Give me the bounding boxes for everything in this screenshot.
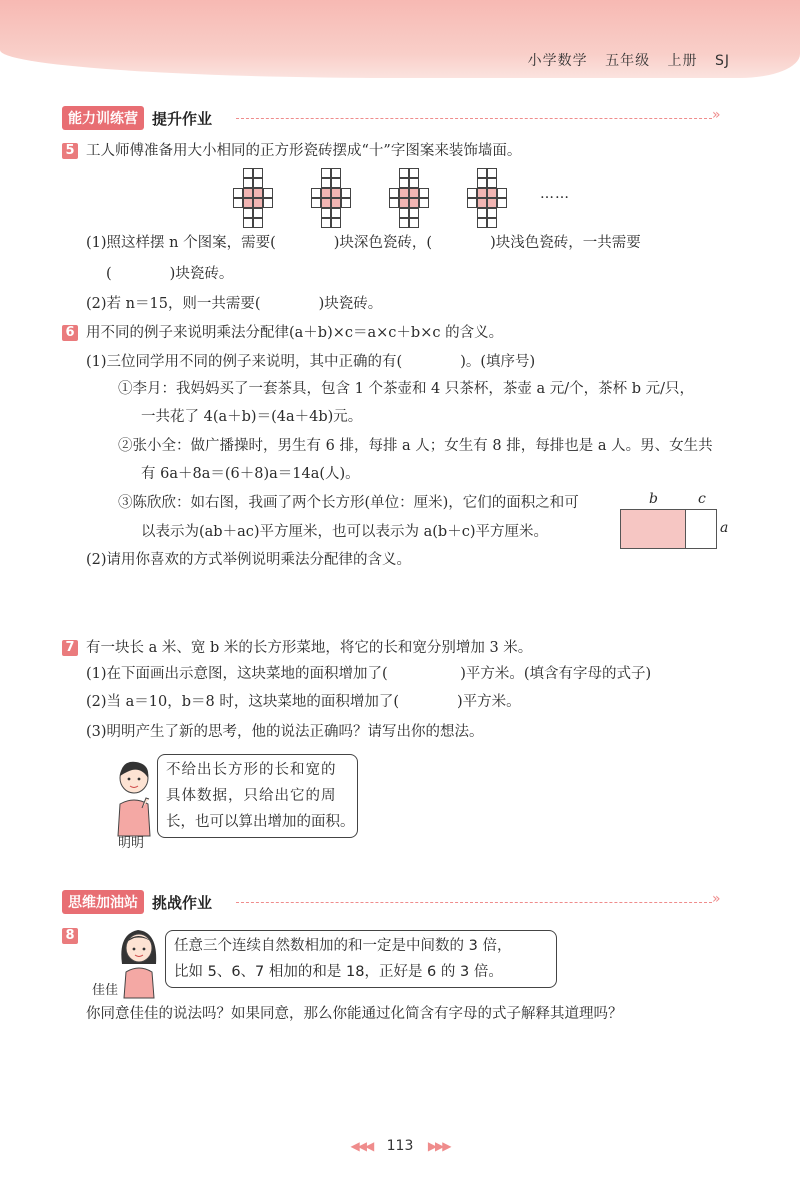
light-tile bbox=[253, 178, 263, 188]
dark-tile bbox=[477, 188, 487, 198]
q6-option2-line2: 有 6a＋8a＝(6＋8)a＝14a(人)。 bbox=[141, 466, 360, 482]
page-number: 113 bbox=[386, 1138, 414, 1154]
light-tile bbox=[409, 168, 419, 178]
q6-stem: 用不同的例子来说明乘法分配律(a＋b)×c＝a×c＋b×c 的含义。 bbox=[86, 325, 504, 341]
ellipsis: …… bbox=[540, 186, 570, 202]
light-tile bbox=[497, 198, 507, 208]
dark-tile bbox=[243, 198, 253, 208]
dark-tile bbox=[487, 188, 497, 198]
speech-bubble-jiajia bbox=[165, 930, 557, 988]
light-tile bbox=[399, 168, 409, 178]
light-tile bbox=[477, 168, 487, 178]
dark-tile bbox=[331, 188, 341, 198]
dark-tile bbox=[243, 188, 253, 198]
light-tile bbox=[399, 208, 409, 218]
light-tile bbox=[341, 188, 351, 198]
section-header-training bbox=[62, 107, 212, 129]
light-tile bbox=[477, 218, 487, 228]
section-header-challenge bbox=[62, 891, 212, 913]
q5-part2: (2)若 n＝15，则一共需要( )块瓷砖。 bbox=[86, 296, 383, 312]
label-c: c bbox=[698, 491, 706, 507]
subject-label: 小学数学 bbox=[527, 53, 588, 69]
light-tile bbox=[263, 188, 273, 198]
q5-part1-line1: (1)照这样摆 n 个图案，需要( )块深色瓷砖，( )块浅色瓷砖，一共需要 bbox=[86, 235, 641, 251]
light-tile bbox=[331, 168, 341, 178]
edition-label: SJ bbox=[714, 53, 730, 69]
chevron-right-icon: » bbox=[712, 891, 721, 907]
bubble-line: 比如 5、6、7 相加的和是 18，正好是 6 的 3 倍。 bbox=[174, 964, 503, 980]
label-a: a bbox=[720, 520, 729, 536]
section-divider bbox=[236, 902, 712, 903]
light-tile bbox=[321, 178, 331, 188]
light-tile bbox=[321, 168, 331, 178]
light-tile bbox=[233, 188, 243, 198]
light-tile bbox=[487, 218, 497, 228]
question-number: 6 bbox=[62, 325, 78, 341]
chevron-right-icon: » bbox=[712, 107, 721, 123]
grade-label: 五年级 bbox=[605, 53, 651, 69]
q7-stem: 有一块长 a 米、宽 b 米的长方形菜地，将它的长和宽分别增加 3 米。 bbox=[86, 640, 533, 656]
right-arrows-icon: ▶▶▶ bbox=[427, 1139, 450, 1153]
dark-tile bbox=[253, 198, 263, 208]
q6-option3-line1: ③陈欣欣：如右图，我画了两个长方形(单位：厘米)，它们的面积之和可 bbox=[118, 495, 579, 511]
dark-tile bbox=[409, 198, 419, 208]
light-tile bbox=[233, 198, 243, 208]
light-tile bbox=[311, 198, 321, 208]
rectangle-ab bbox=[620, 509, 686, 549]
light-tile bbox=[321, 218, 331, 228]
dark-tile bbox=[253, 188, 263, 198]
light-tile bbox=[331, 218, 341, 228]
question-number: 5 bbox=[62, 143, 78, 159]
q5-part1-line2: ( )块瓷砖。 bbox=[106, 266, 234, 282]
light-tile bbox=[243, 168, 253, 178]
speaker-jiajia: 佳佳 bbox=[92, 983, 119, 998]
q5-stem: 工人师傅准备用大小相同的正方形瓷砖摆成“十”字图案来装饰墙面。 bbox=[86, 143, 522, 159]
section-subtitle: 挑战作业 bbox=[152, 893, 213, 912]
light-tile bbox=[263, 198, 273, 208]
light-tile bbox=[389, 198, 399, 208]
light-tile bbox=[419, 198, 429, 208]
girl-avatar bbox=[116, 924, 162, 1000]
light-tile bbox=[487, 208, 497, 218]
dark-tile bbox=[331, 198, 341, 208]
light-tile bbox=[409, 178, 419, 188]
light-tile bbox=[243, 178, 253, 188]
light-tile bbox=[253, 218, 263, 228]
bubble-line: 任意三个连续自然数相加的和一定是中间数的 3 倍， bbox=[174, 938, 512, 954]
volume-label: 上册 bbox=[667, 53, 698, 69]
bubble-line: 不给出长方形的长和宽的 bbox=[166, 762, 337, 778]
q6-part1: (1)三位同学用不同的例子来说明，其中正确的有( )。(填序号) bbox=[86, 354, 536, 370]
light-tile bbox=[321, 208, 331, 218]
light-tile bbox=[467, 198, 477, 208]
q6-option2-line1: ②张小全：做广播操时，男生有 6 排，每排 a 人；女生有 8 排，每排也是 a 人。男、女生共 bbox=[118, 438, 713, 454]
label-b: b bbox=[649, 491, 658, 507]
light-tile bbox=[399, 178, 409, 188]
light-tile bbox=[331, 208, 341, 218]
speech-bubble-mingming bbox=[157, 754, 358, 838]
dark-tile bbox=[487, 198, 497, 208]
light-tile bbox=[487, 168, 497, 178]
question-number: 7 bbox=[62, 640, 78, 656]
page-footer bbox=[0, 1138, 800, 1154]
light-tile bbox=[399, 218, 409, 228]
light-tile bbox=[253, 168, 263, 178]
speaker-mingming: 明明 bbox=[118, 836, 145, 851]
section-tag: 思维加油站 bbox=[62, 890, 144, 914]
light-tile bbox=[419, 188, 429, 198]
light-tile bbox=[477, 178, 487, 188]
dark-tile bbox=[409, 188, 419, 198]
bubble-line: 具体数据，只给出它的周 bbox=[166, 788, 337, 804]
q7-part3: (3)明明产生了新的思考，他的说法正确吗？请写出你的想法。 bbox=[86, 724, 484, 740]
q8-question: 你同意佳佳的说法吗？如果同意，那么你能通过化简含有字母的式子解释其道理吗？ bbox=[86, 1006, 623, 1022]
light-tile bbox=[409, 218, 419, 228]
section-subtitle: 提升作业 bbox=[152, 109, 213, 128]
light-tile bbox=[341, 198, 351, 208]
dark-tile bbox=[477, 198, 487, 208]
q6-part2: (2)请用你喜欢的方式举例说明乘法分配律的含义。 bbox=[86, 552, 412, 568]
q6-option1-line1: ①李月：我妈妈买了一套茶具，包含 1 个茶壶和 4 只茶杯，茶壶 a 元/个，茶杯 b 元/只， bbox=[118, 381, 695, 397]
light-tile bbox=[497, 188, 507, 198]
light-tile bbox=[253, 208, 263, 218]
light-tile bbox=[477, 208, 487, 218]
left-arrows-icon: ◀◀◀ bbox=[350, 1139, 373, 1153]
q6-option3-line2: 以表示为(ab＋ac)平方厘米，也可以表示为 a(b＋c)平方厘米。 bbox=[141, 524, 548, 540]
dark-tile bbox=[321, 198, 331, 208]
light-tile bbox=[409, 208, 419, 218]
dark-tile bbox=[399, 188, 409, 198]
rectangle-ac bbox=[685, 509, 717, 549]
light-tile bbox=[487, 178, 497, 188]
light-tile bbox=[243, 218, 253, 228]
bubble-line: 长，也可以算出增加的面积。 bbox=[166, 814, 355, 830]
light-tile bbox=[243, 208, 253, 218]
light-tile bbox=[467, 188, 477, 198]
dark-tile bbox=[399, 198, 409, 208]
q6-option1-line2: 一共花了 4(a＋b)＝(4a＋4b)元。 bbox=[141, 409, 363, 425]
q7-part1: (1)在下面画出示意图，这块菜地的面积增加了( )平方米。(填含有字母的式子) bbox=[86, 666, 652, 682]
question-number: 8 bbox=[62, 928, 78, 944]
boy-avatar bbox=[112, 758, 156, 838]
dark-tile bbox=[321, 188, 331, 198]
section-tag: 能力训练营 bbox=[62, 106, 144, 130]
light-tile bbox=[331, 178, 341, 188]
section-divider bbox=[236, 118, 712, 119]
light-tile bbox=[311, 188, 321, 198]
q7-part2: (2)当 a＝10，b＝8 时，这块菜地的面积增加了( )平方米。 bbox=[86, 694, 521, 710]
book-info bbox=[516, 50, 730, 70]
light-tile bbox=[389, 188, 399, 198]
